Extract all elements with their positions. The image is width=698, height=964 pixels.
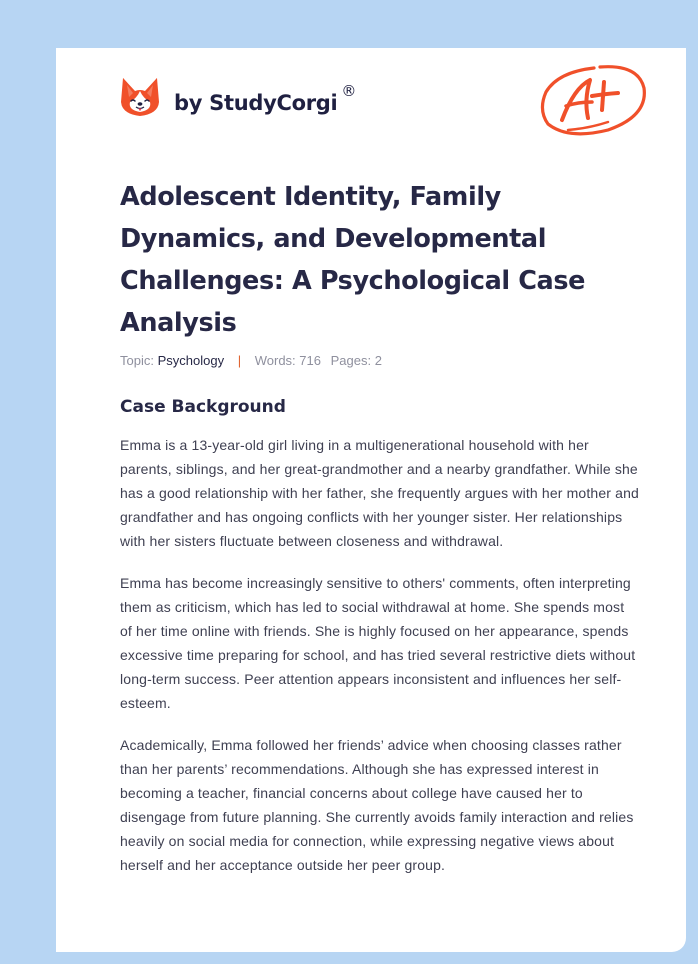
pages-count: 2 [374,353,382,368]
words-label: Words: [254,353,296,368]
meta-separator: | [237,353,242,368]
paragraph: Academically, Emma followed her friends’ advice when choosing classes rather than her parents’ recommendations. Although she has expressed interest in becoming a teacher, financial concerns about college have caused her to disengage from future planning. She currently avoids family interaction and relies heavily on social media for connection, while expressing negative views about herself and her acceptance outside her peer group. [120,737,634,873]
corgi-face-icon [120,76,160,122]
paragraph: Emma is a 13-year-old girl living in a multigenerational household with her parents, siblings, and her great-grandmother and a nearby grandfather. While she has a good relationship with her father, she frequently argues with her mother and grandfather and has ongoing conflicts with her younger sister. Her relationships with her sisters fluctuate between closeness and withdrawal. [120,437,639,549]
topic-label: Topic: [120,353,154,368]
words-count: 716 [299,353,321,368]
brand-name: by StudyCorgi [174,91,338,115]
studycorgi-logo[interactable] [120,74,356,124]
a-plus-grade-icon [538,60,648,140]
document-card [56,48,686,952]
article-meta [120,353,382,368]
registered-mark: ® [341,82,357,100]
pages-label: Pages: [330,353,372,368]
article-title: Adolescent Identity, Family Dynamics, and Developmental Challenges: A Psychological Case Analysis [120,182,586,338]
topic-link[interactable]: Psychology [157,353,225,368]
article-body [120,433,640,895]
paragraph: Emma has become increasingly sensitive to others' comments, often interpreting them as criticism, which has led to social withdrawal at home. She spends most of her time online with friends. She is highly focused on her appearance, spends excessive time preparing for school, and has tried several restrictive diets without long-term success. Peer attention appears inconsistent and influences her self-esteem. [120,575,636,711]
section-heading: Case Background [120,397,286,417]
